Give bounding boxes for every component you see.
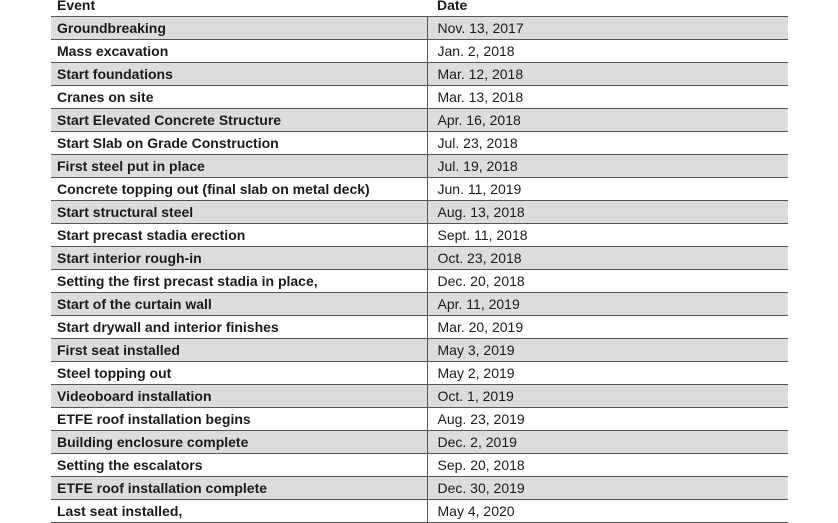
event-cell: Groundbreaking (51, 17, 427, 40)
column-header-event: Event (51, 0, 427, 17)
table-row (51, 109, 788, 132)
table-row (51, 224, 788, 247)
date-cell: Jun. 11, 2019 (427, 178, 788, 201)
date-cell: Aug. 13, 2018 (427, 201, 788, 224)
date-cell: Sept. 11, 2018 (427, 224, 788, 247)
date-cell: Mar. 12, 2018 (427, 63, 788, 86)
date-cell: Oct. 23, 2018 (427, 247, 788, 270)
date-cell: Jul. 19, 2018 (427, 155, 788, 178)
table-row (51, 17, 788, 40)
date-cell: May 4, 2020 (427, 500, 788, 523)
date-cell: Mar. 20, 2019 (427, 316, 788, 339)
date-cell: Apr. 11, 2019 (427, 293, 788, 316)
table-row (51, 431, 788, 454)
table-row (51, 339, 788, 362)
event-cell: Start structural steel (51, 201, 427, 224)
table-row (51, 178, 788, 201)
event-cell: Setting the escalators (51, 454, 427, 477)
table-row (51, 270, 788, 293)
event-cell: Start of the curtain wall (51, 293, 427, 316)
event-cell: Cranes on site (51, 86, 427, 109)
event-cell: Start drywall and interior finishes (51, 316, 427, 339)
table-row (51, 477, 788, 500)
event-cell: Building enclosure complete (51, 431, 427, 454)
date-cell: Nov. 13, 2017 (427, 17, 788, 40)
table-row (51, 132, 788, 155)
event-cell: Setting the first precast stadia in place, (51, 270, 427, 293)
event-cell: Last seat installed, (51, 500, 427, 523)
event-cell: Steel topping out (51, 362, 427, 385)
event-cell: Mass excavation (51, 40, 427, 63)
event-cell: Concrete topping out (final slab on metal deck) (51, 178, 427, 201)
date-cell: May 2, 2019 (427, 362, 788, 385)
event-cell: First seat installed (51, 339, 427, 362)
table-row (51, 155, 788, 178)
table-body (51, 17, 788, 523)
table-row (51, 385, 788, 408)
table-row (51, 247, 788, 270)
table-row (51, 63, 788, 86)
event-cell: Start precast stadia erection (51, 224, 427, 247)
date-cell: Jan. 2, 2018 (427, 40, 788, 63)
event-cell: Start Slab on Grade Construction (51, 132, 427, 155)
date-cell: Dec. 30, 2019 (427, 477, 788, 500)
date-cell: May 3, 2019 (427, 339, 788, 362)
column-header-date: Date (427, 0, 788, 17)
date-cell: Apr. 16, 2018 (427, 109, 788, 132)
timeline-table-container (51, 0, 788, 523)
date-cell: Jul. 23, 2018 (427, 132, 788, 155)
event-cell: Start interior rough-in (51, 247, 427, 270)
date-cell: Oct. 1, 2019 (427, 385, 788, 408)
table-row (51, 40, 788, 63)
date-cell: Dec. 2, 2019 (427, 431, 788, 454)
event-cell: Start Elevated Concrete Structure (51, 109, 427, 132)
event-cell: Start foundations (51, 63, 427, 86)
event-cell: ETFE roof installation begins (51, 408, 427, 431)
table-row (51, 316, 788, 339)
construction-timeline-table (51, 0, 788, 523)
table-row (51, 86, 788, 109)
table-row (51, 362, 788, 385)
event-cell: ETFE roof installation complete (51, 477, 427, 500)
table-row (51, 293, 788, 316)
table-row (51, 454, 788, 477)
event-cell: Videoboard installation (51, 385, 427, 408)
event-cell: First steel put in place (51, 155, 427, 178)
date-cell: Dec. 20, 2018 (427, 270, 788, 293)
table-header-row (51, 0, 788, 17)
date-cell: Mar. 13, 2018 (427, 86, 788, 109)
date-cell: Aug. 23, 2019 (427, 408, 788, 431)
table-row (51, 408, 788, 431)
table-row (51, 500, 788, 523)
date-cell: Sep. 20, 2018 (427, 454, 788, 477)
table-row (51, 201, 788, 224)
